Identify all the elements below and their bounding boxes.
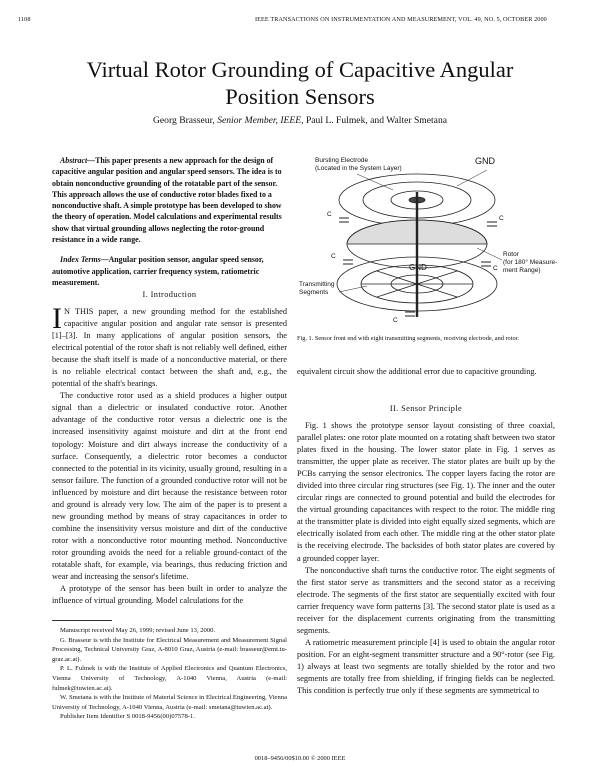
- page-number: 1108: [18, 16, 31, 23]
- label-transmitting: Transmitting: [299, 281, 335, 288]
- label-gnd-top: GND: [475, 156, 495, 166]
- label-bursting-electrode-note: (Located in the System Layer): [315, 165, 402, 172]
- other-authors: Paul L. Fulmek, and Walter Smetana: [305, 115, 447, 126]
- author-line: [40, 115, 560, 126]
- label-cst-1: C: [327, 211, 332, 218]
- intro-paragraph-2: The conductive rotor used as a shield produces a higher output signal than a dielectric or insulated conductive rotor. Another advantage of the conductive rotor versus a dielectric one is the increased insensitivity against moisture and dirt at the front end topology: Moisture and dirt always increase the conductivity of a surface. Consequently, a dielectric rotor becomes a conductor connected to the potential in its vicinity, usually ground, resulting in a sensor failure. The function of a grounded conductive rotor will not be influenced by moisture and dirt because the resistance between rotor and ground is already very low. The aim of the paper is to present a new grounding method by means of stray capacitances in order to combine the insensitivity versus moisture and dirt of the conductive rotor with a nonconductive rotor mounting method. Nonconductive rotor grounding avoids the need for a reliable ground-contact of the rotatable shaft, for example, via bearings, thus reducing friction and wear and increasing the sensor's lifetime.: [52, 391, 287, 582]
- abstract-label: Abstract—: [60, 156, 96, 165]
- label-rotor: Rotor: [503, 251, 519, 258]
- principle-paragraph-1: Fig. 1 shows the prototype sensor layout consisting of three coaxial, parallel plates: one rotor plate mounted on a rotating shaft between two stator plates fixed in the housing. The lower stator plate in Fig. 1 serves as transmitter, the upper plate as receiver. The stator plates are built up by the PCBs carrying the sensor electronics. The copper layers facing the rotor are divided into three circular ring structures (see Fig. 1). The inner and the outer circular rings are connected to ground potential and build the electrodes for the virtual grounding capacitances with respect to the rotor. The middle ring at the transmitter plate is divided into eight equally sized segments, which are electrically isolated from each other. The middle ring at the other stator plate is the receiving electrode. The backsides of both stator plates are covered by a grounded copper layer.: [297, 421, 555, 563]
- footnote-received: Manuscript received May 26, 1999; revised June 13, 2000.: [60, 627, 216, 634]
- running-header: IEEE TRANSACTIONS ON INSTRUMENTATION AND MEASUREMENT, VOL. 49, NO. 5, OCTOBER 2000: [255, 16, 547, 23]
- label-cst-2: C: [499, 215, 504, 222]
- introduction-text: [52, 302, 287, 607]
- section-heading-introduction: I. Introduction: [142, 290, 197, 299]
- principle-paragraph-3: A ratiometric measurement principle [4] is used to obtain the angular rotor position. For an eight-segment transmitter structure and a 90°-rotor (see Fig. 1) always at least two segments are totally shielded by the rotor and two segments are totally free from shielding, if fringing fields can be neglected. This condition is perfectly true only if these segments are symmetrical to: [297, 637, 555, 696]
- index-terms-label: Index Terms—: [60, 255, 109, 265]
- abstract: [52, 155, 287, 288]
- figure-1-sensor-front-end: [297, 152, 557, 332]
- title-line-2: Position Sensors: [225, 84, 375, 109]
- footnotes: [52, 626, 287, 722]
- footnote-publisher-id: Publisher Item Identifier S 0018-9456(00)07578-1.: [60, 713, 195, 721]
- index-terms-text: Angular position sensor, angular speed sensor, automotive application, carrier frequency system, ratiometric measurement.: [52, 255, 264, 287]
- label-cst-4: C: [493, 265, 498, 272]
- label-bursting-electrode: Bursting Electrode: [315, 157, 369, 164]
- drop-cap: I: [52, 302, 62, 335]
- section-heading-sensor-principle: II. Sensor Principle: [389, 404, 463, 413]
- footnote-brasseur: G. Brasseur is with the Institute for Electrical Measurement and Measurement Signal Processing, Technical University Graz, A-8010 Graz, Austria (e-mail: brasseur@emt.tu-graz.ac.at).: [52, 636, 287, 663]
- label-cst-3: C: [331, 253, 336, 260]
- intro-paragraph-1: N THIS paper, a new grounding method for the established capacitive angular position and angular rate sensor is presented [1]–[3]. In many applications of angular position sensors, the electrical potential of the rotor shaft is not reliably well defined, either because the shaft itself is made of a nonconductive material, or there is no reliable electrical contact between the shaft and, e.g., the potential of the shaft's bearings.: [52, 307, 287, 389]
- principle-paragraph-2: The nonconductive shaft turns the conductive rotor. The eight segments of the first stator serve as transmitters and the second stator as a receiving electrode. The segments of the first stator are sequentially excited with four carrier frequency wave form patterns [3]. The second stator plate is used as a receiver for the displacement currents originating from the transmitting segments.: [297, 565, 555, 635]
- sensor-principle-text: [297, 420, 555, 697]
- copyright-footer: 0018–9456/00$10.00 © 2000 IEEE: [254, 755, 346, 762]
- label-rotor-range-2: ment Range): [503, 267, 541, 274]
- intro-paragraph-3: A prototype of the sensor has been built in order to analyze the influence of virtual grounding. Model calculations for the: [52, 584, 287, 606]
- footnote-fulmek: P. L. Fulmek is with the Institute of Applied Electronics and Quantum Electronics, Vienna University of Technology, A-1040 Vienna, Austria (e-mail: fulmek@tuwien.ac.at).: [52, 665, 287, 692]
- footnote-rule: [52, 620, 112, 621]
- author-1: Georg Brasseur,: [153, 115, 215, 126]
- label-segments: Segments: [299, 289, 329, 296]
- label-rotor-range-1: (for 180° Measure-: [503, 259, 557, 266]
- label-cst-5: C: [393, 317, 398, 324]
- figure-1-caption: Fig. 1. Sensor front end with eight transmitting segments, receiving electrode, and rotor.: [297, 335, 519, 342]
- right-column-continuation: [297, 366, 555, 378]
- abstract-text: This paper presents a new approach for the design of capacitive angular position and angular speed sensors. The idea is to obtain nonconductive grounding of the rotatable part of the sensor. This approach allows the use of conductive rotor blades fixed to a nonconductive shaft. A simple prototype has been developed to show the theory of operation. Model calculations and experimental results show that virtual grounding allows neglecting the rotor-ground resistance in a wide range.: [52, 156, 282, 245]
- footnote-smetana: W. Smetana is with the Institute of Material Science in Electrical Engineering, Vienna University of Technology, A-1040 Vienna, Austria (e-mail: smetana@tuwien.ac.at).: [52, 694, 287, 711]
- title-line-1: Virtual Rotor Grounding of Capacitive Angular: [86, 57, 514, 82]
- label-gnd-bottom: GND: [409, 263, 427, 272]
- equivalent-circuit-text: equivalent circuit show the additional error due to capacitive grounding.: [297, 367, 537, 376]
- author-1-role: Senior Member, IEEE,: [217, 115, 304, 126]
- paper-title: [40, 56, 560, 110]
